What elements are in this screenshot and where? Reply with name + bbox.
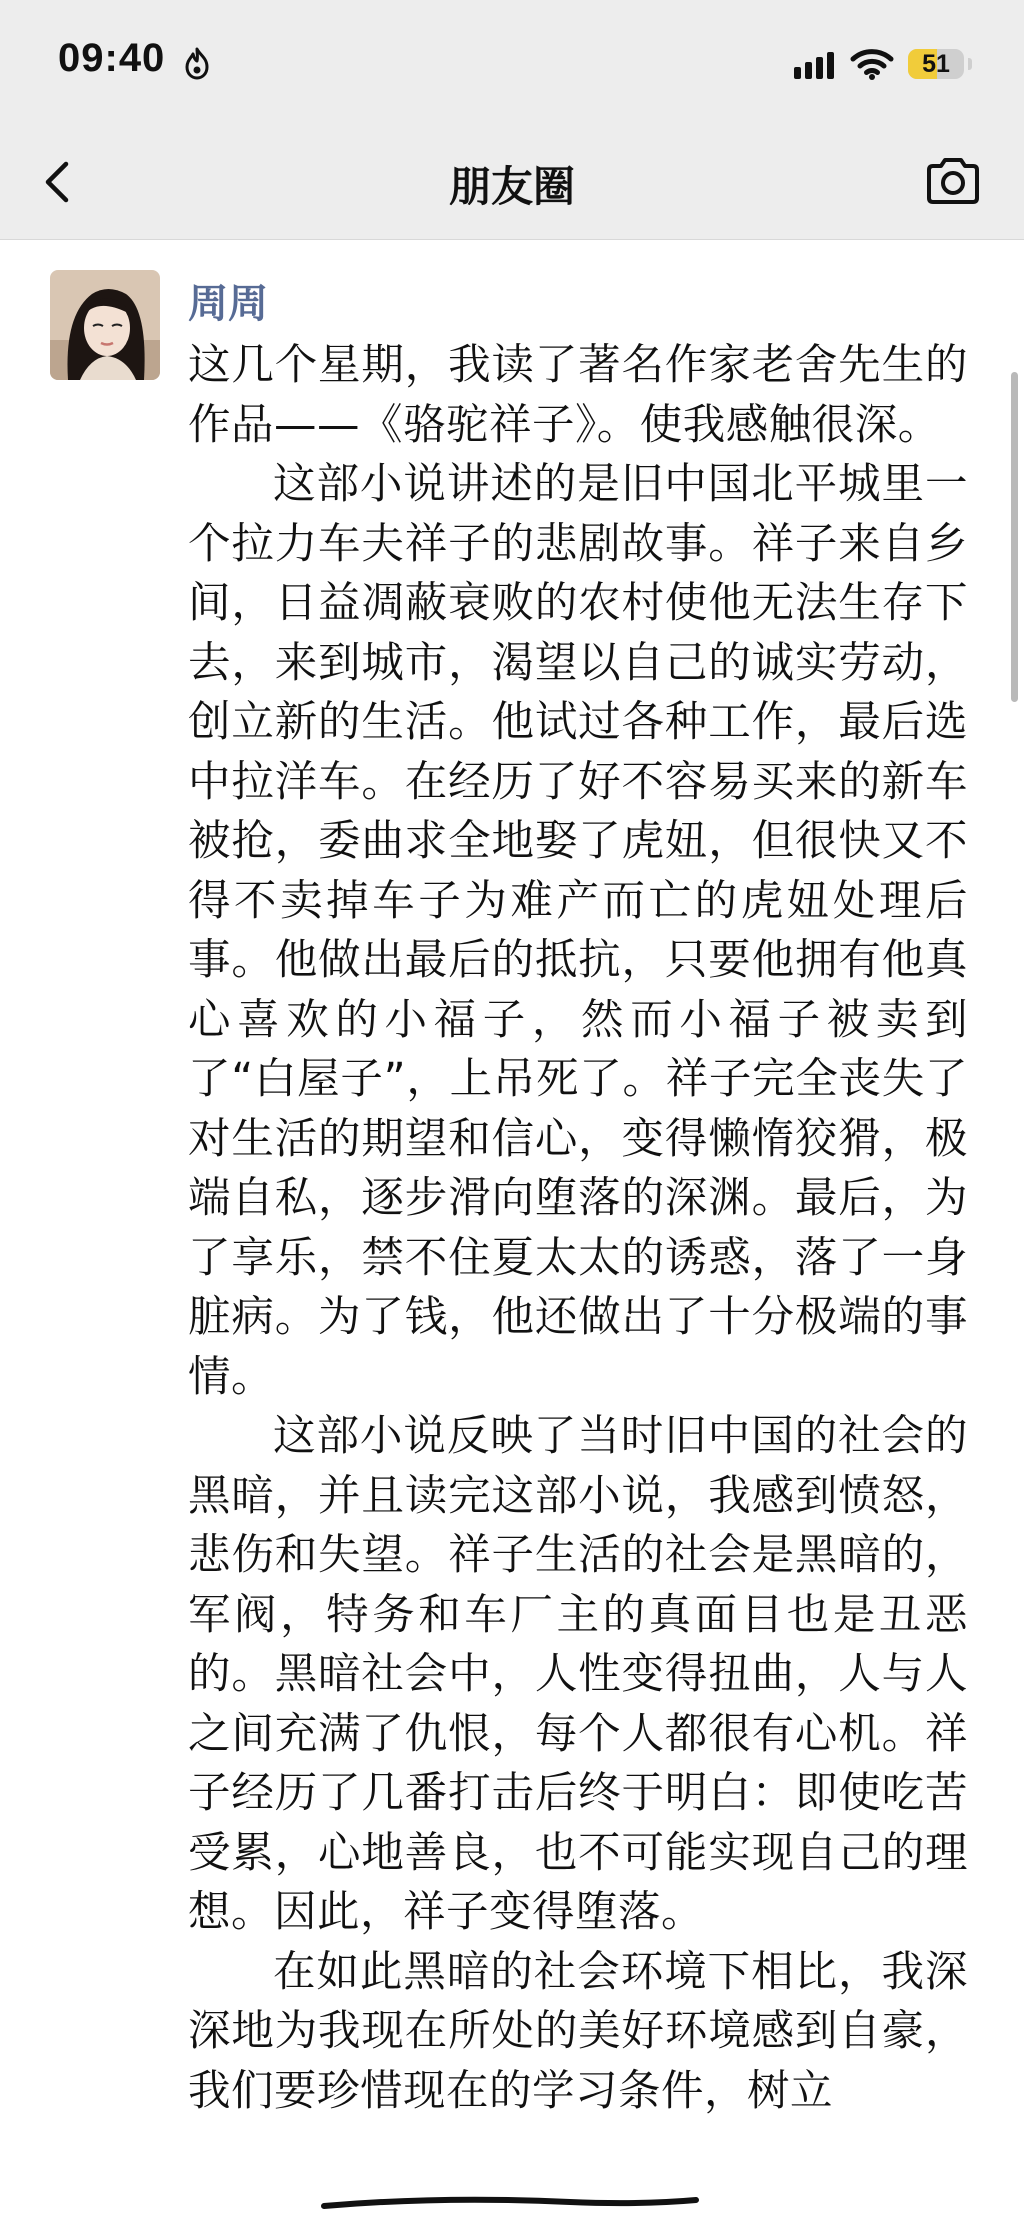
handwritten-underline (320, 2192, 700, 2216)
signal-bar (827, 52, 834, 79)
battery-icon (908, 49, 964, 79)
avatar-image (50, 270, 160, 380)
post-paragraph: 这几个星期，我读了著名作家老舍先生的作品——《骆驼祥子》。使我感触很深。 (188, 341, 968, 450)
post-author-name[interactable]: 周周 (188, 281, 268, 327)
status-icons (794, 44, 972, 84)
post-content (188, 336, 968, 2121)
battery-level: 51 (922, 50, 950, 78)
post-paragraph: 在如此黑暗的社会环境下相比，我深深地为我现在所处的美好环境感到自豪，我们要珍惜现在的学习条件，树立 (188, 1947, 968, 2116)
signal-icon (794, 49, 834, 79)
top-bar (0, 0, 1024, 240)
scrollbar[interactable] (1011, 372, 1018, 702)
wifi-icon (850, 47, 894, 81)
page-title: 朋友圈 (448, 162, 575, 211)
status-time: 09:40 (58, 36, 166, 80)
focus-flame-icon (183, 46, 211, 80)
battery-cap (968, 58, 972, 70)
post-paragraph: 这部小说讲述的是旧中国北平城里一个拉力车夫祥子的悲剧故事。祥子来自乡间，日益凋蔽衰败的农村使他无法生存下去，来到城市，渴望以自己的诚实劳动，创立新的生活。他试过各种工作，最后选中拉洋车。在经历了好不容易买来的新车被抢，委曲求全地娶了虎妞，但很快又不得不卖掉车子为难产而亡的虎妞处理后事。他做出最后的抵抗，只要他拥有他真心喜欢的小福子，然而小福子被卖到了“白屋子”，上吊死了。祥子完全丧失了对生活的期望和信心，变得懒惰狡猾，极端自私，逐步滑向堕落的深渊。最后，为了享乐，禁不住夏太太的诱惑，落了一身脏病。为了钱，他还做出了十分极端的事情。 (188, 460, 968, 1402)
signal-bar (805, 62, 812, 79)
avatar[interactable] (50, 270, 160, 380)
camera-icon[interactable] (924, 156, 982, 206)
post-paragraph: 这部小说反映了当时旧中国的社会的黑暗，并且读完这部小说，我感到愤怒，悲伤和失望。祥子生活的社会是黑暗的，军阀，特务和车厂主的真面目也是丑恶的。黑暗社会中，人性变得扭曲，人与人之间充满了仇恨，每个人都很有心机。祥子经历了几番打击后终于明白：即使吃苦受累，心地善良，也不可能实现自己的理想。因此，祥子变得堕落。 (188, 1412, 968, 1937)
signal-bar (816, 57, 823, 79)
signal-bar (794, 67, 801, 79)
